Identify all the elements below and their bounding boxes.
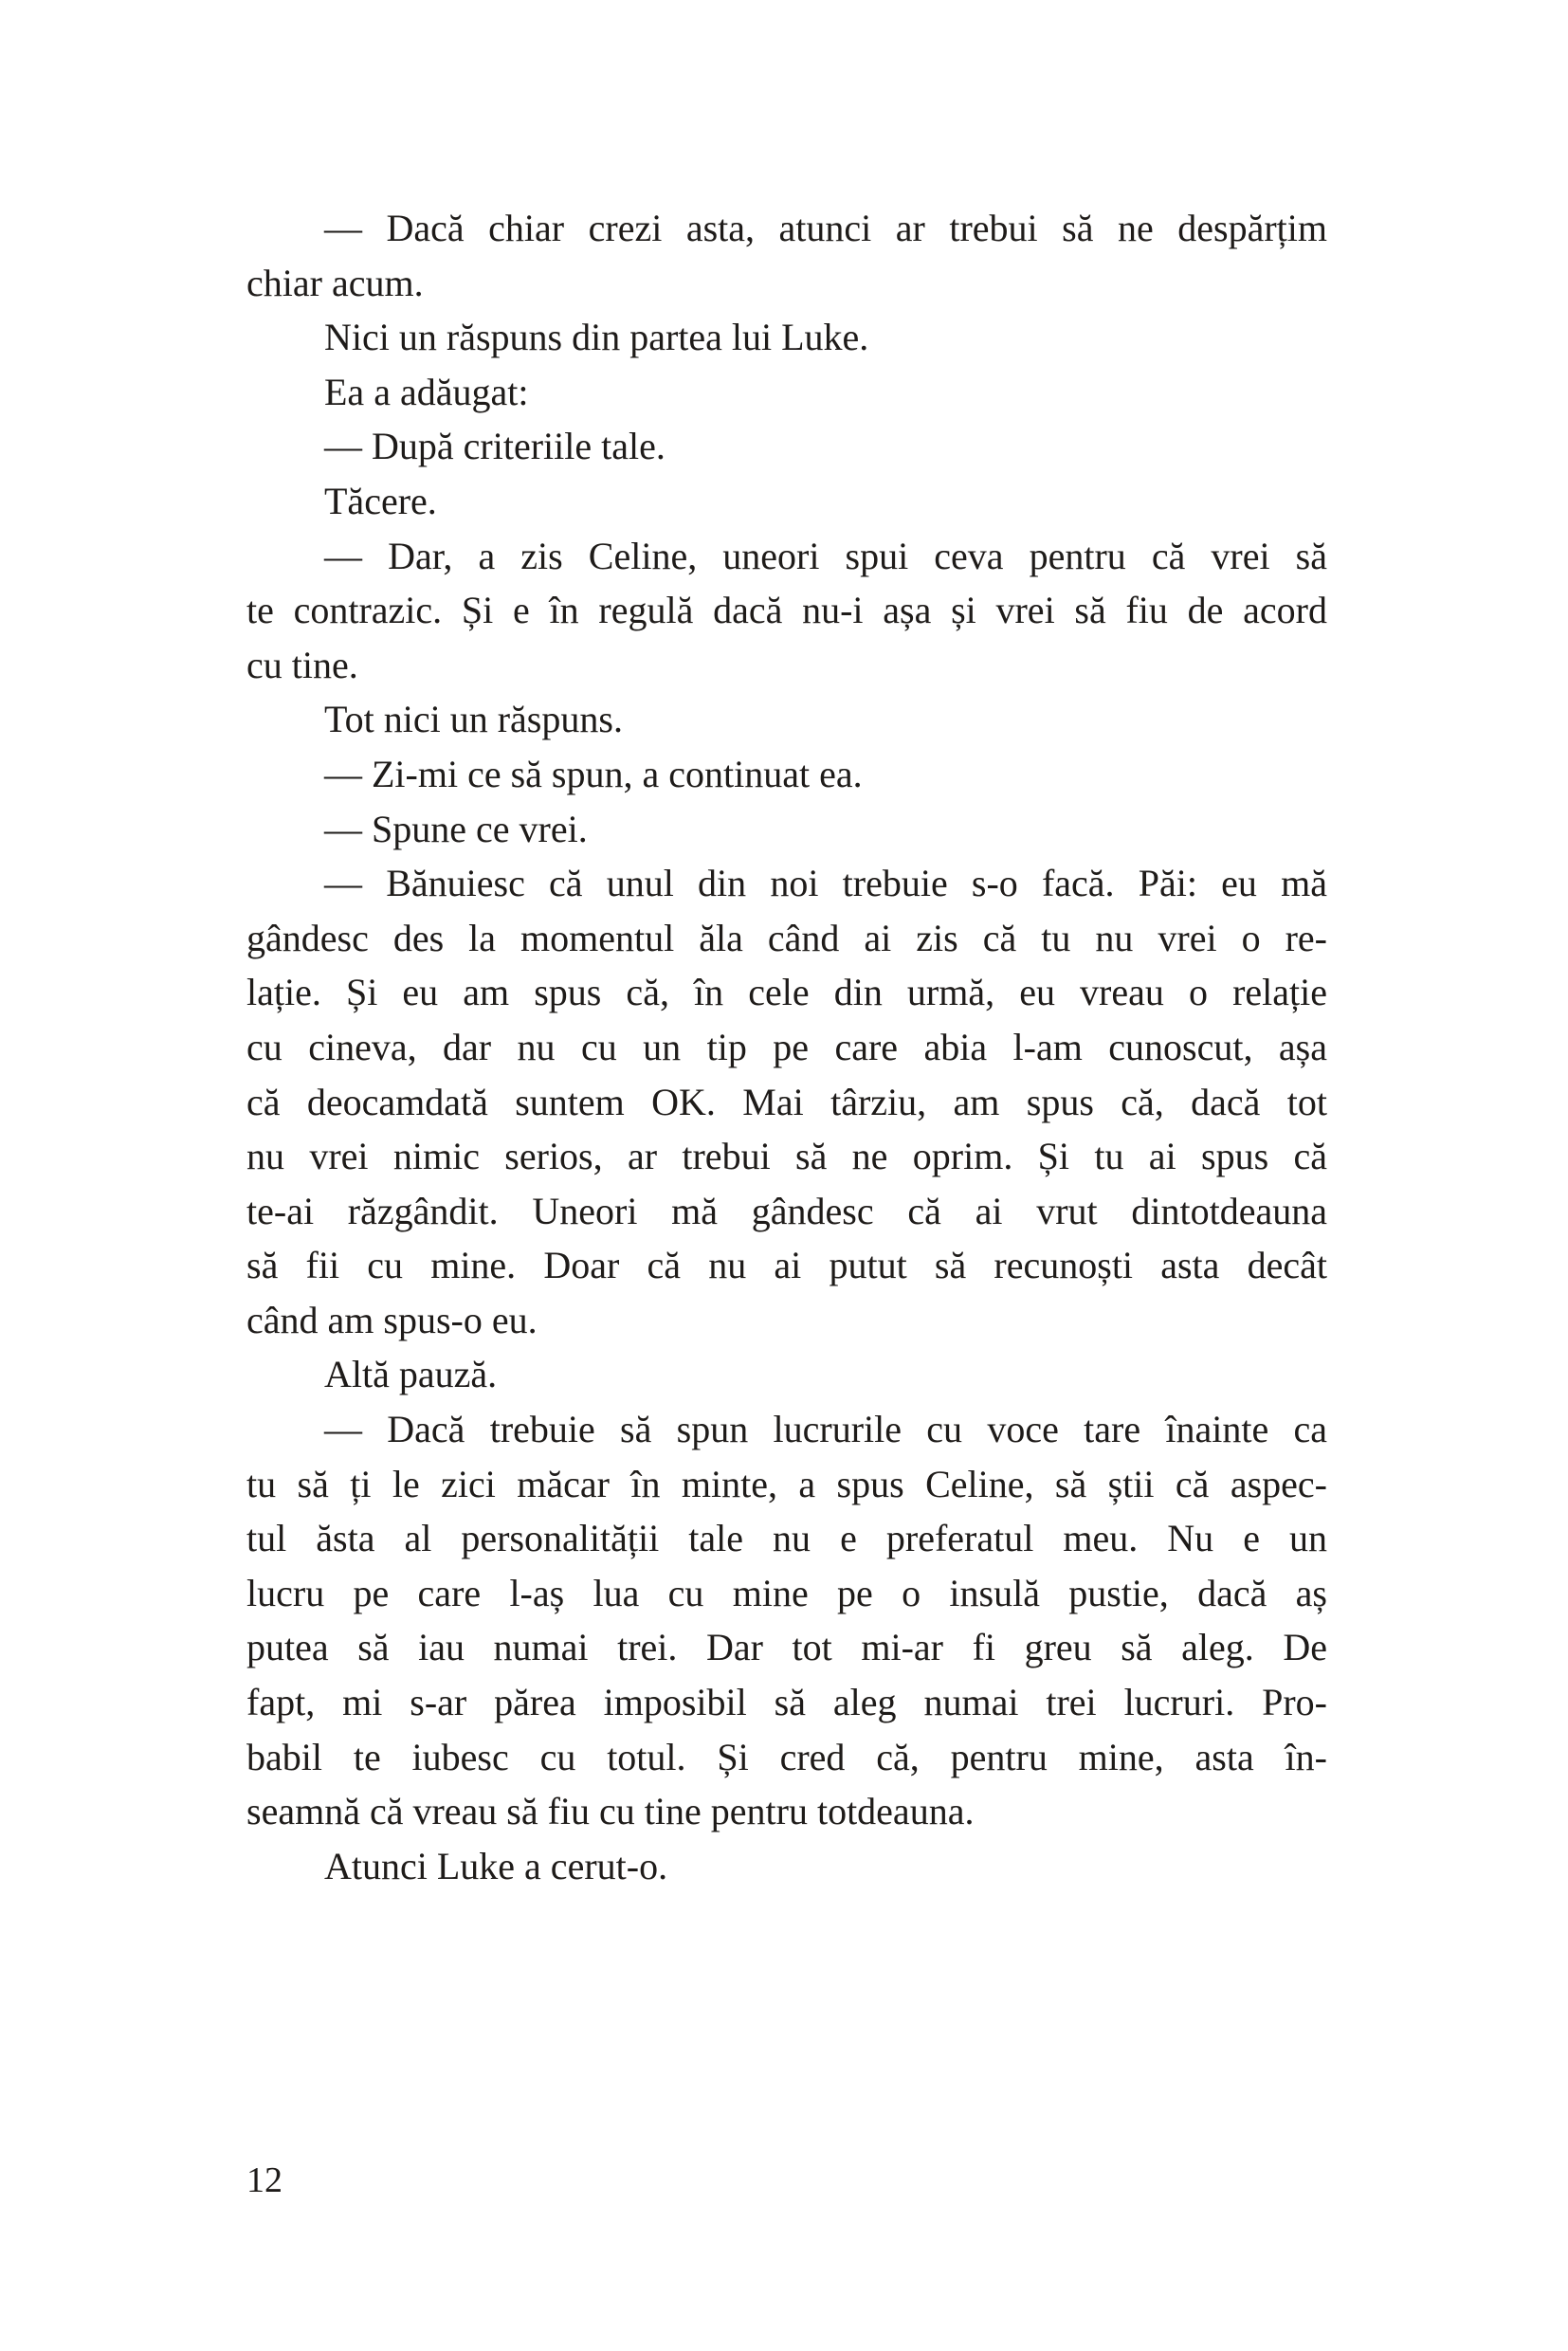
text-line: cu tine. [246, 643, 358, 686]
text-line: când am spus-o eu. [246, 1298, 538, 1341]
text-line: că deocamdată suntem OK. Mai târziu, am spus că, dacă tot [246, 1080, 1327, 1123]
text-line: nu vrei nimic serios, ar trebui să ne oprim. Și tu ai spus că [246, 1135, 1327, 1178]
paragraph [246, 692, 1327, 747]
text-line: — După criteriile tale. [324, 425, 665, 468]
paragraph [246, 747, 1327, 802]
text-line: — Zi-mi ce să spun, a continuat ea. [324, 752, 863, 795]
paragraph [246, 1839, 1327, 1894]
text-line: — Spune ce vrei. [324, 807, 588, 850]
text-line: te contrazic. Și e în regulă dacă nu-i așa și vrei să fiu de acord [246, 589, 1327, 632]
paragraph [246, 529, 1327, 693]
text-line: te-ai răzgândit. Uneori mă gândesc că ai vrut dintotdeauna [246, 1189, 1327, 1232]
text-line: putea să iau numai trei. Dar tot mi-ar fi greu să aleg. De [246, 1626, 1327, 1669]
text-line: lație. Și eu am spus că, în cele din urmă, eu vreau o relație [246, 971, 1327, 1014]
text-line: Ea a adăugat: [324, 370, 529, 413]
paragraph [246, 1347, 1327, 1402]
text-line: tul ăsta al personalității tale nu e preferatul meu. Nu e un [246, 1517, 1327, 1560]
paragraph [246, 1402, 1327, 1839]
paragraph [246, 201, 1327, 310]
paragraph [246, 419, 1327, 474]
paragraph [246, 474, 1327, 529]
text-line: Atunci Luke a cerut-o. [324, 1844, 668, 1887]
text-line: să fii cu mine. Doar că nu ai putut să recunoști asta decât [246, 1244, 1327, 1287]
text-line: Tot nici un răspuns. [324, 698, 623, 741]
text-line: — Dacă trebuie să spun lucrurile cu voce tare înainte ca [324, 1408, 1327, 1451]
body-text [246, 201, 1327, 1893]
text-line: — Dacă chiar crezi asta, atunci ar trebui să ne despărțim [324, 207, 1327, 249]
text-line: seamnă că vreau să fiu cu tine pentru totdeauna. [246, 1790, 975, 1833]
text-line: — Bănuiesc că unul din noi trebuie s-o facă. Păi: eu mă [324, 862, 1327, 905]
text-line: babil te iubesc cu totul. Și cred că, pentru mine, asta în- [246, 1735, 1327, 1778]
text-line: Altă pauză. [324, 1353, 498, 1396]
paragraph [246, 856, 1327, 1347]
page-number: 12 [246, 2160, 283, 2200]
text-line: chiar acum. [246, 261, 424, 304]
text-line: fapt, mi s-ar părea imposibil să aleg numai trei lucruri. Pro- [246, 1681, 1327, 1724]
text-line: — Dar, a zis Celine, uneori spui ceva pentru că vrei să [324, 534, 1327, 577]
text-line: Nici un răspuns din partea lui Luke. [324, 316, 869, 359]
text-line: gândesc des la momentul ăla când ai zis că tu nu vrei o re- [246, 916, 1327, 959]
paragraph [246, 802, 1327, 857]
paragraph [246, 310, 1327, 365]
paragraph [246, 365, 1327, 420]
text-line: Tăcere. [324, 479, 437, 522]
text-line: cu cineva, dar nu cu un tip pe care abia l-am cunoscut, așa [246, 1025, 1327, 1068]
text-line: lucru pe care l-aș lua cu mine pe o insulă pustie, dacă aș [246, 1571, 1327, 1614]
text-line: tu să ți le zici măcar în minte, a spus Celine, să știi că aspec- [246, 1462, 1327, 1505]
